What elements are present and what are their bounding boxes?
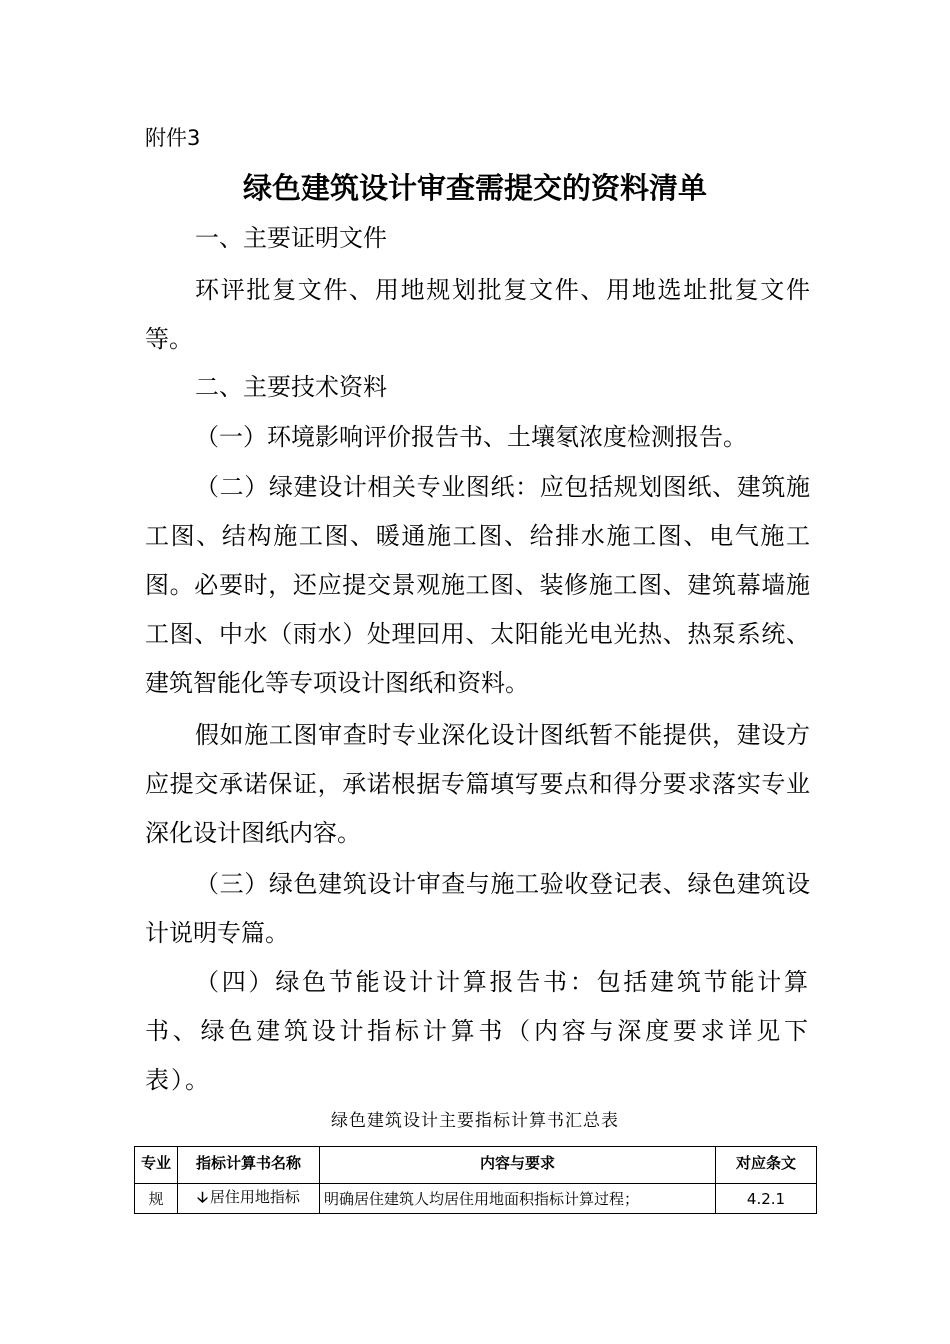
cell-name-text: 居住用地指标 <box>209 1187 300 1206</box>
indicator-summary-table <box>134 1146 817 1214</box>
item-2-note: 假如施工图审查时专业深化设计图纸暂不能提供，建设方应提交承诺保证，承诺根据专篇填写要点和得分要求落实专业深化设计图纸内容。 <box>145 721 810 847</box>
section-1-heading: 一、主要证明文件 <box>195 224 387 252</box>
column-header-content: 内容与要求 <box>320 1147 716 1184</box>
section-1-text: 环评批复文件、用地规划批复文件、用地选址批复文件等。 <box>145 276 810 353</box>
column-header-name: 指标计算书名称 <box>178 1147 320 1184</box>
cell-major: 规 <box>135 1184 178 1214</box>
item-2-text: （二）绿建设计相关专业图纸：应包括规划图纸、建筑施工图、结构施工图、暖通施工图、给排水施工图、电气施工图。必要时，还应提交景观施工图、装修施工图、建筑幕墙施工图、中水（雨水）处理回用、太阳能光电光热、热泵系统、建筑智能化等专项设计图纸和资料。 <box>145 473 810 697</box>
table-caption: 绿色建筑设计主要指标计算书汇总表 <box>331 1111 619 1131</box>
item-4-text: （四）绿色节能设计计算报告书：包括建筑节能计算书、绿色建筑设计指标计算书（内容与深度要求详见下表）。 <box>145 968 810 1094</box>
cell-clause: 4.2.1 <box>716 1184 817 1214</box>
document-title: 绿色建筑设计审查需提交的资料清单 <box>242 171 707 205</box>
section-2-heading: 二、主要技术资料 <box>195 373 387 401</box>
attachment-label: 附件3 <box>145 126 201 150</box>
cell-name <box>178 1184 320 1214</box>
down-arrow-icon: 🡣 <box>197 1187 208 1206</box>
table-header-row <box>135 1147 817 1184</box>
item-3-text: （三）绿色建筑设计审查与施工验收登记表、绿色建筑设计说明专篇。 <box>145 870 810 947</box>
column-header-major: 专业 <box>135 1147 178 1184</box>
item-1-text: （一）环境影响评价报告书、土壤氡浓度检测报告。 <box>195 423 747 451</box>
cell-content: 明确居住建筑人均居住用地面积指标计算过程； <box>320 1184 716 1214</box>
table-row <box>135 1184 817 1214</box>
column-header-clause: 对应条文 <box>716 1147 817 1184</box>
